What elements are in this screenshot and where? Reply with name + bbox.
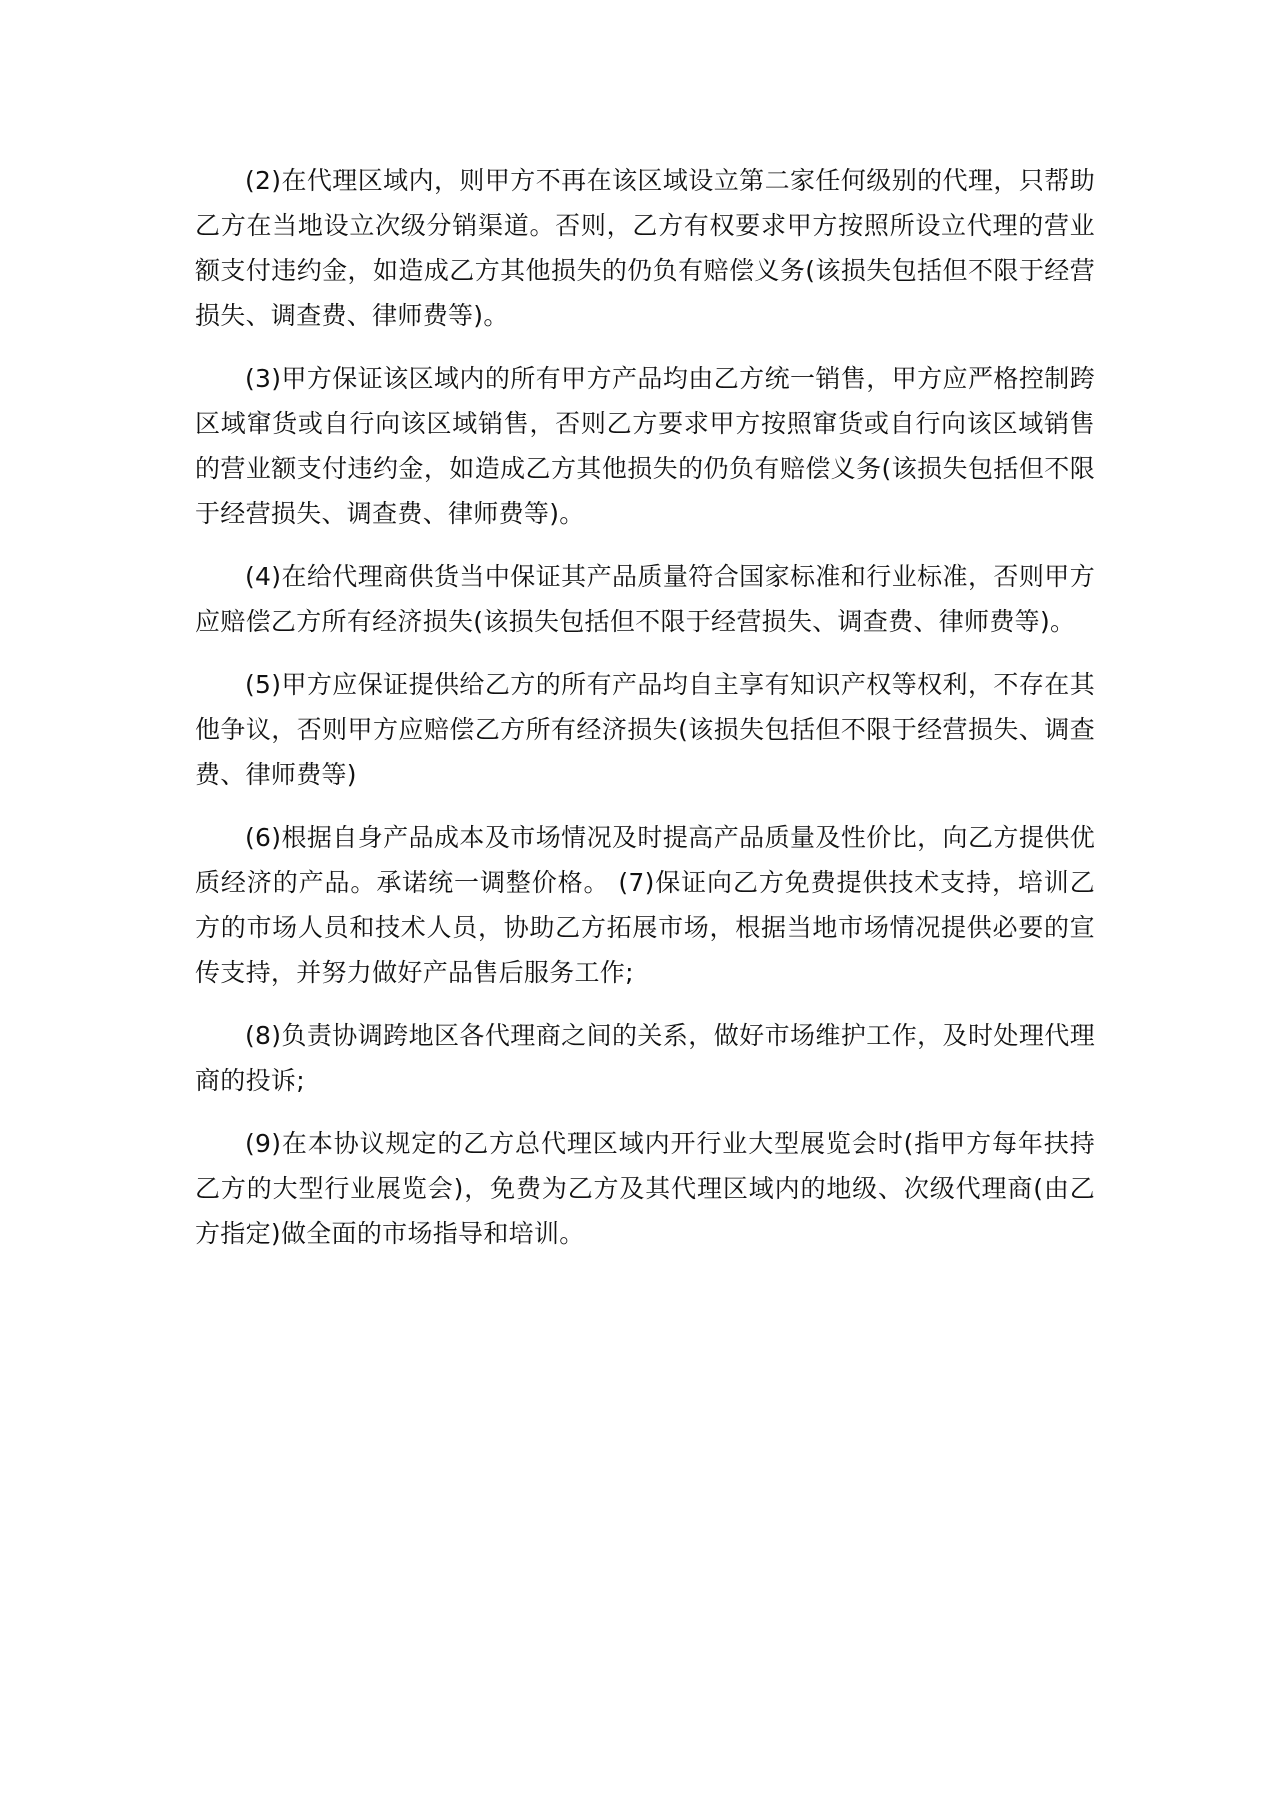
- clause-4-paragraph: (4)在给代理商供货当中保证其产品质量符合国家标准和行业标准，否则甲方应赔偿乙方所有经济损失(该损失包括但不限于经营损失、调查费、律师费等)。: [195, 562, 1095, 636]
- clause-8-paragraph: (8)负责协调跨地区各代理商之间的关系，做好市场维护工作，及时处理代理商的投诉;: [195, 1021, 1095, 1095]
- document-body: [195, 158, 1095, 1274]
- clause-3-paragraph: (3)甲方保证该区域内的所有甲方产品均由乙方统一销售，甲方应严格控制跨区域窜货或自行向该区域销售，否则乙方要求甲方按照窜货或自行向该区域销售的营业额支付违约金，如造成乙方其他损失的仍负有赔偿义务(该损失包括但不限于经营损失、调查费、律师费等)。: [195, 364, 1095, 528]
- clause-9-paragraph: (9)在本协议规定的乙方总代理区域内开行业大型展览会时(指甲方每年扶持乙方的大型行业展览会)，免费为乙方及其代理区域内的地级、次级代理商(由乙方指定)做全面的市场指导和培训。: [195, 1129, 1095, 1248]
- clause-5-paragraph: (5)甲方应保证提供给乙方的所有产品均自主享有知识产权等权利，不存在其他争议，否则甲方应赔偿乙方所有经济损失(该损失包括但不限于经营损失、调查费、律师费等): [195, 670, 1095, 789]
- clause-2-paragraph: (2)在代理区域内，则甲方不再在该区域设立第二家任何级别的代理，只帮助乙方在当地设立次级分销渠道。否则，乙方有权要求甲方按照所设立代理的营业额支付违约金，如造成乙方其他损失的仍负有赔偿义务(该损失包括但不限于经营损失、调查费、律师费等)。: [195, 166, 1095, 330]
- clause-6-7-paragraph: (6)根据自身产品成本及市场情况及时提高产品质量及性价比，向乙方提供优质经济的产品。承诺统一调整价格。 (7)保证向乙方免费提供技术支持，培训乙方的市场人员和技术人员，协助乙方拓展市场，根据当地市场情况提供必要的宣传支持，并努力做好产品售后服务工作;: [195, 823, 1095, 987]
